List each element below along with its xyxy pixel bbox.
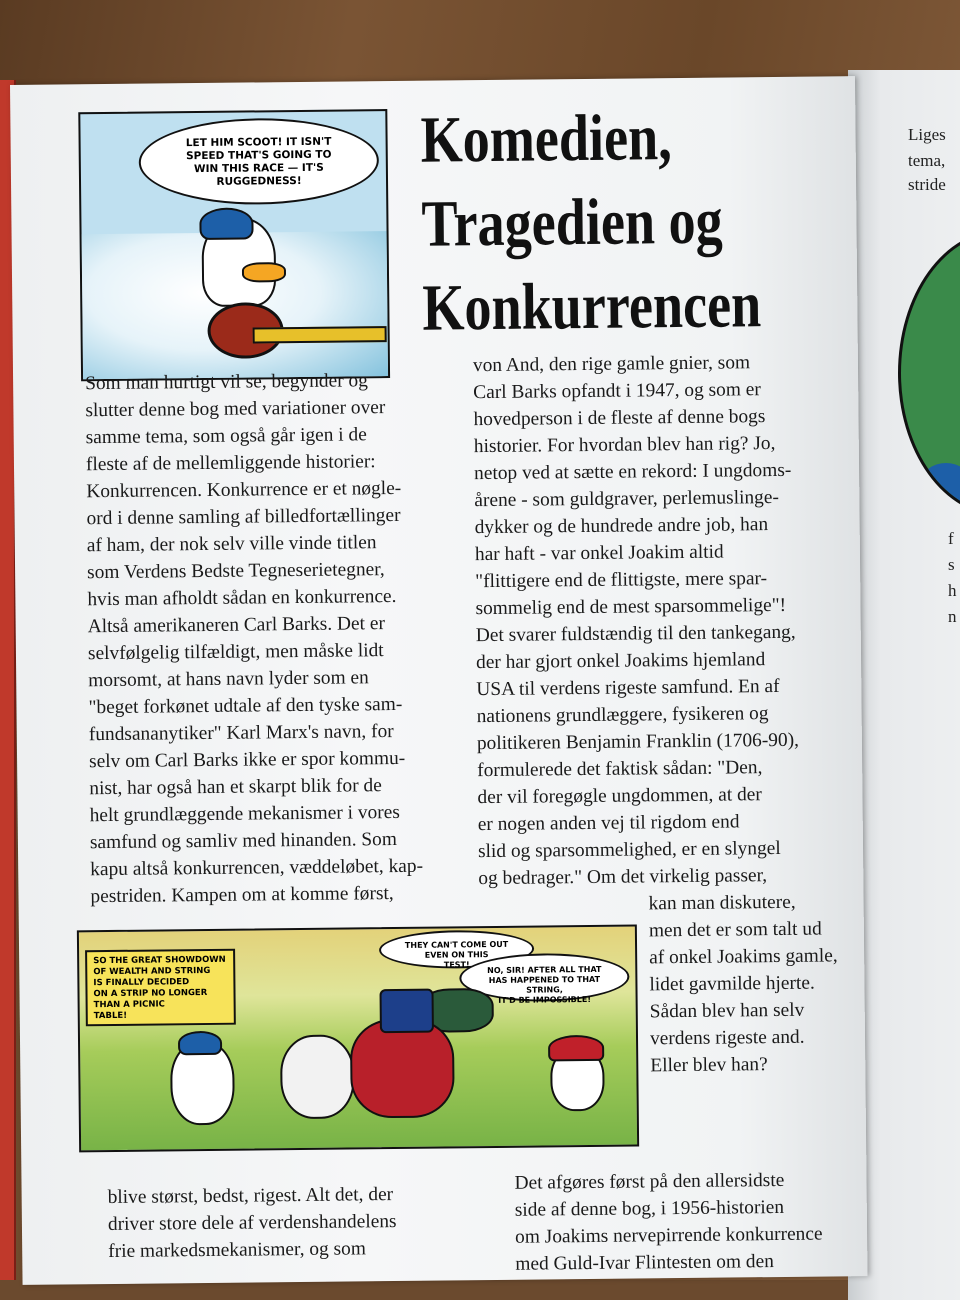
- text-line: Sådan blev han selv: [649, 999, 805, 1023]
- comic-panel-string-contest: [77, 924, 639, 1152]
- right-page-line: n: [948, 607, 957, 626]
- text-line: dykker og de hundrede andre job, han: [474, 514, 769, 539]
- speech-line: TEST!: [443, 960, 470, 970]
- scrooge-figure: [350, 1018, 455, 1118]
- text-line: med Guld-Ivar Flintesten om den: [515, 1251, 774, 1275]
- right-page-line: stride: [908, 175, 946, 194]
- caption-line: ON A STRIP NO LONGER: [93, 987, 208, 1000]
- text-line: nist, har også han et skarpt blik for de: [89, 775, 382, 800]
- text-line: frie markedsmekanismer, og som: [108, 1238, 367, 1263]
- right-page-line: tema,: [908, 151, 946, 170]
- text-line: side af denne bog, i 1956-historien: [514, 1196, 785, 1221]
- right-text-column: [473, 348, 859, 892]
- text-line: samfund og samliv med hinanden. Som: [89, 828, 398, 854]
- text-line: morsomt, at hans navn lyder som en: [88, 667, 369, 692]
- text-line: USA til verdens rigeste samfund. En af: [476, 675, 780, 701]
- scrooge-top-hat: [379, 989, 433, 1034]
- speech-line: RUGGEDNESS!: [216, 174, 302, 188]
- caption-line: OF WEALTH AND STRING: [93, 965, 211, 978]
- text-line: "beget forkønet udtale af den tyske sam-: [88, 693, 403, 719]
- text-line: netop ved at sætte en rekord: I ungdoms-: [473, 459, 792, 485]
- text-line: Carl Barks opfandt i 1947, og som er: [473, 379, 761, 404]
- text-line: og bedrager." Om det virkelig passer,: [478, 865, 768, 890]
- text-line: der har gjort onkel Joakims hjemland: [475, 649, 766, 674]
- text-line: von And, den rige gamle gnier, som: [472, 352, 751, 377]
- book-page: [10, 76, 868, 1285]
- title-line: Konkurrencen: [421, 268, 762, 345]
- right-page-line: f: [948, 529, 954, 548]
- title-line: Tragedien og: [421, 184, 724, 261]
- article-title: [420, 95, 767, 351]
- text-line: kan man diskutere,: [648, 891, 796, 915]
- text-line: selv om Carl Barks ikke er spor kommu-: [88, 747, 406, 773]
- text-line: ord i denne samling af billedfortællinger: [86, 504, 401, 530]
- duck-figure: [921, 463, 960, 503]
- donald-beak: [242, 262, 286, 282]
- text-line: hvis man afholdt sådan en konkurrence.: [87, 585, 397, 611]
- caption-box: [85, 949, 236, 1027]
- text-line: Konkurrencen. Konkurrence er et nøgle-: [86, 477, 402, 503]
- text-line: Det svarer fuldstændig til den tankegang,: [475, 621, 796, 647]
- text-line: om Joakims nervepirrende konkurrence: [514, 1223, 823, 1248]
- text-line: politikeren Benjamin Franklin (1706-90),: [476, 729, 800, 755]
- text-line: af ham, der nok selv ville vinde titlen: [86, 532, 377, 557]
- text-line: slid og sparsommelighed, er en slyngel: [477, 837, 781, 863]
- bottom-right-text-column: [514, 1166, 915, 1278]
- boat-deck: [253, 326, 387, 343]
- text-line: blive størst, bedst, rigest. Alt det, der: [107, 1184, 394, 1209]
- text-line: fleste af de mellemliggende historier:: [85, 451, 376, 476]
- speech-line: SPEED THAT'S GOING TO: [185, 148, 332, 163]
- text-line: af onkel Joakims gamle,: [649, 945, 838, 969]
- text-line: som Verdens Bedste Tegneserietegner,: [87, 559, 385, 584]
- text-line: lidet gavmilde hjerte.: [649, 972, 815, 996]
- text-line: årene - som guldgraver, perlemuslinge-: [474, 486, 779, 512]
- nephew-cap: [548, 1035, 604, 1062]
- title-line: Komedien,: [420, 101, 673, 177]
- text-line: pestriden. Kampen om at komme først,: [90, 883, 394, 908]
- right-page-line: h: [948, 581, 957, 600]
- caption-line: IS FINALLY DECIDED: [93, 977, 190, 989]
- left-text-column: [85, 366, 486, 910]
- speech-line: IT'D BE IMPOSSIBLE!: [498, 994, 592, 1005]
- right-page-line: s: [948, 555, 955, 574]
- speech-line: WIN THIS RACE — IT'S: [193, 161, 324, 176]
- text-line: Det afgøres først på den allersidste: [514, 1169, 785, 1194]
- text-line: samme tema, som også går igen i de: [85, 424, 367, 449]
- text-line: Som man hurtigt vil se, begynder og: [85, 370, 368, 395]
- bottom-left-text-column: [108, 1180, 509, 1265]
- text-line: har haft - var onkel Joakim altid: [474, 541, 724, 566]
- text-line: men det er som talt ud: [648, 918, 822, 942]
- speech-line: NO, SIR! AFTER ALL THAT: [487, 964, 602, 976]
- right-page-circle-illustration: [898, 230, 960, 516]
- text-line: "flittigere end de flittigste, mere spar-: [475, 568, 768, 593]
- text-line: Eller blev han?: [650, 1054, 768, 1077]
- donald-hat: [178, 1031, 222, 1055]
- text-line: Altså amerikaneren Carl Barks. Det er: [87, 613, 385, 638]
- text-line: nationens grundlæggere, fysikeren og: [476, 703, 769, 728]
- text-line: helt grundlæggende mekanismer i vores: [89, 801, 400, 827]
- caption-line: TABLE!: [93, 1010, 128, 1022]
- caption-line: SO THE GREAT SHOWDOWN: [93, 954, 226, 967]
- text-line: sommelig end de mest sparsommelige"!: [475, 594, 787, 620]
- speech-line: LET HIM SCOOT! IT ISN'T: [185, 135, 332, 150]
- text-line: formulerede det faktisk sådan: "Den,: [477, 757, 763, 782]
- text-line: der vil foregøgle ungdommen, at der: [477, 784, 762, 809]
- text-line: fundsananytiker" Karl Marx's navn, for: [88, 721, 394, 746]
- donald-hat: [199, 207, 253, 240]
- text-line: driver store dele af verdenshandelens: [107, 1211, 397, 1236]
- text-line: verdens rigeste and.: [649, 1026, 805, 1050]
- text-line: selvfølgelig tilfældigt, men måske lidt: [87, 640, 384, 665]
- text-line: hovedperson i de fleste af denne bogs: [473, 406, 766, 431]
- speech-line: HAS HAPPENED TO THAT STRING,: [488, 974, 601, 995]
- goldie-figure: [280, 1034, 355, 1119]
- text-line: er nogen anden vej til rigdom end: [477, 811, 740, 836]
- right-narrow-text-column: [648, 888, 870, 1079]
- speech-bubble: [138, 117, 379, 206]
- right-page-line: Liges: [908, 125, 946, 144]
- text-line: kapu altså konkurrencen, væddeløbet, kap-: [90, 855, 424, 881]
- caption-line: THAN A PICNIC: [93, 999, 165, 1011]
- text-line: slutter denne bog med variationer over: [85, 397, 386, 422]
- text-line: historier. For hvordan blev han rig? Jo,: [473, 433, 776, 458]
- comic-panel-donald-boat: [78, 109, 390, 381]
- speech-line: THEY CAN'T COME OUT EVEN ON THIS: [404, 939, 509, 960]
